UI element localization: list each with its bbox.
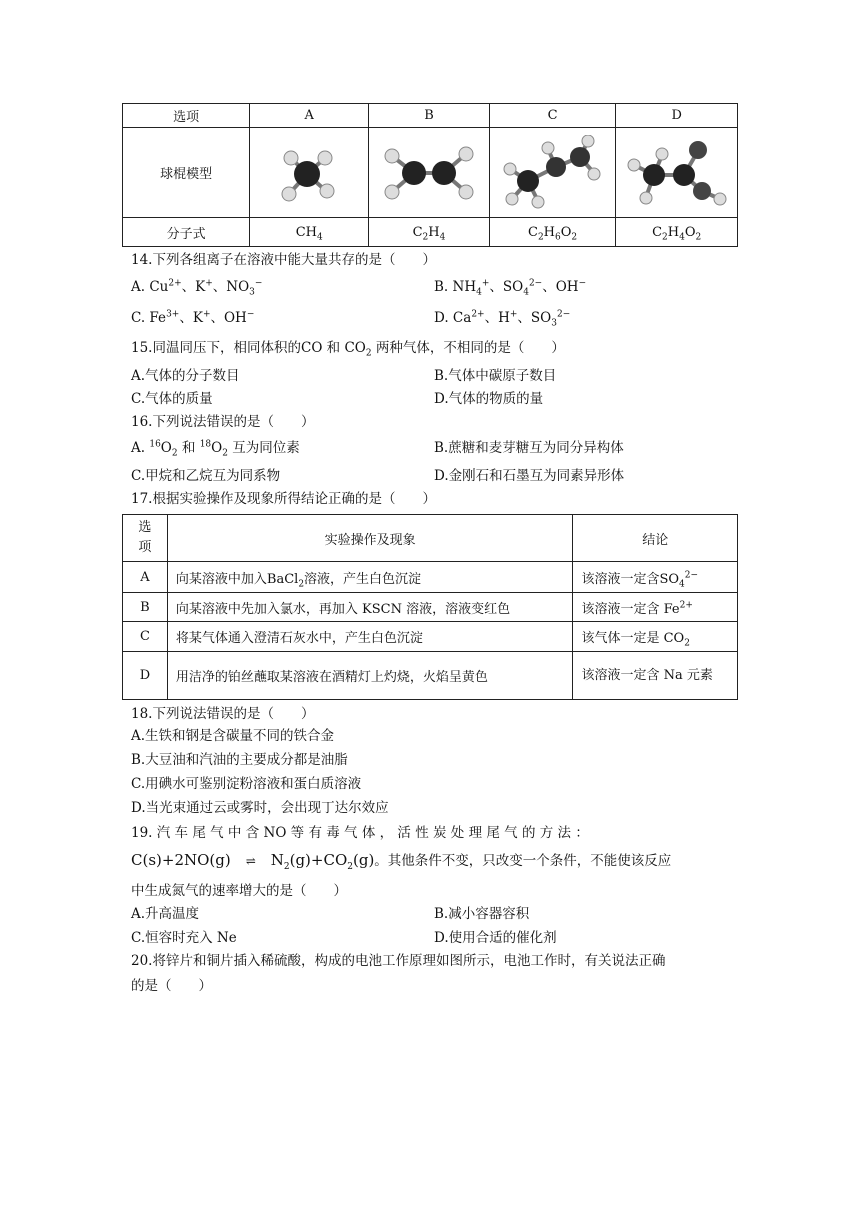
row-b-option: B <box>123 593 168 622</box>
row-label-formula: 分子式 <box>123 218 250 247</box>
q20-stem-line2: 的是（ ） <box>131 978 212 994</box>
experiment-table <box>122 514 738 700</box>
header-a: A <box>250 104 369 128</box>
q16-option-b: B.蔗糖和麦芽糖互为同分异构体 <box>434 440 624 456</box>
q15-stem: 15.同温同压下，相同体积的CO 和 $CO_2$ 两种气体，不相同的是（ ） <box>131 340 565 359</box>
row-b-conclusion: 该溶液一定含 $Fe^{2+}$ <box>573 593 738 622</box>
row-c-conclusion: 该气体一定是 $CO_2$ <box>573 622 738 652</box>
header-conclusion: 结论 <box>573 515 738 562</box>
q19-stem-line3: 中生成氮气的速率增大的是（ ） <box>131 883 347 899</box>
row-c-operation: 将某气体通入澄清石灰水中，产生白色沉淀 <box>167 622 573 652</box>
q14-stem: 14.下列各组离子在溶液中能大量共存的是（ ） <box>131 252 436 268</box>
q15-option-a: A.气体的分子数目 <box>131 368 240 384</box>
q19-option-a: A.升高温度 <box>131 906 200 922</box>
q14-option-c: C. $Fe^{3+}$、K+、OH− <box>131 309 255 326</box>
formula-c: $C_2H_6O_2$ <box>489 218 616 247</box>
q16-stem: 16.下列说法错误的是（ ） <box>131 414 315 430</box>
header-option: 选 项 <box>123 515 168 562</box>
molecule-table <box>122 103 738 247</box>
header-option: 选项 <box>123 104 250 128</box>
formula-b: $C_2H_4$ <box>369 218 490 247</box>
q18-option-d: D.当光束通过云或雾时，会出现丁达尔效应 <box>131 800 389 816</box>
q15-option-c: C.气体的质量 <box>131 391 213 407</box>
q16-option-c: C.甲烷和乙烷互为同系物 <box>131 468 281 484</box>
header-c: C <box>489 104 616 128</box>
q19-option-d: D.使用合适的催化剂 <box>434 930 557 946</box>
formula-d: $C_2H_4O_2$ <box>616 218 738 247</box>
row-d-operation: 用洁净的铂丝蘸取某溶液在酒精灯上灼烧，火焰呈黄色 <box>167 652 573 700</box>
q18-option-b: B.大豆油和汽油的主要成分都是油脂 <box>131 752 348 768</box>
q14-option-a: A. $Cu^{2+}$、K+、$NO_3^-$ <box>131 278 263 298</box>
row-a-option: A <box>123 562 168 593</box>
q18-option-a: A.生铁和钢是含碳量不同的铁合金 <box>131 728 335 744</box>
q20-stem-line1: 20.将锌片和铜片插入稀硫酸，构成的电池工作原理如图所示，电池工作时，有关说法正确 <box>131 953 666 969</box>
q19-equation: C(s)+2NO(g) ⇌ $N_2(g)+CO_2(g)$。其他条件不变，只改变一个条件，不能使该反应 <box>131 851 672 872</box>
q15-option-d: D.气体的物质的量 <box>434 391 544 407</box>
header-d: D <box>616 104 738 128</box>
ball-stick-model-b <box>369 128 490 218</box>
q15-option-b: B.气体中碳原子数目 <box>434 368 557 384</box>
q16-option-d: D.金刚石和石墨互为同素异形体 <box>434 468 625 484</box>
ball-stick-model-a <box>250 128 369 218</box>
q14-option-b: B. $NH_4^+$、$SO_4^{2-}$、OH− <box>434 278 587 298</box>
row-label-ball-stick: 球棍模型 <box>123 128 250 218</box>
row-a-operation: 向某溶液中加入BaCl$_2$溶液，产生白色沉淀 <box>167 562 573 593</box>
header-b: B <box>369 104 490 128</box>
ball-stick-model-d <box>616 128 738 218</box>
q19-stem-line1: 19. 汽 车 尾 气 中 含 NO 等 有 毒 气 体 ， 活 性 炭 处 理 尾 气 的 方 法 ： <box>131 825 589 841</box>
q14-option-d: D. $Ca^{2+}$、H+、$SO_3^{2-}$ <box>434 309 571 329</box>
row-d-option: D <box>123 652 168 700</box>
header-operation: 实验操作及现象 <box>167 515 573 562</box>
q19-option-c: C.恒容时充入 Ne <box>131 930 237 946</box>
row-d-conclusion: 该溶液一定含 Na 元素 <box>573 652 738 700</box>
q18-option-c: C.用碘水可鉴别淀粉溶液和蛋白质溶液 <box>131 776 362 792</box>
row-b-operation: 向某溶液中先加入氯水，再加入 KSCN 溶液，溶液变红色 <box>167 593 573 622</box>
row-c-option: C <box>123 622 168 652</box>
q19-option-b: B.减小容器容积 <box>434 906 530 922</box>
q18-stem: 18.下列说法错误的是（ ） <box>131 706 315 722</box>
q17-stem: 17.根据实验操作及现象所得结论正确的是（ ） <box>131 491 436 507</box>
formula-a: $CH_4$ <box>250 218 369 247</box>
ball-stick-model-c <box>489 128 616 218</box>
q16-option-a: A. $^{16}O_2$ 和 $^{18}O_2$ 互为同位素 <box>131 439 300 459</box>
row-a-conclusion: 该溶液一定含$SO_4^{2-}$ <box>573 562 738 593</box>
